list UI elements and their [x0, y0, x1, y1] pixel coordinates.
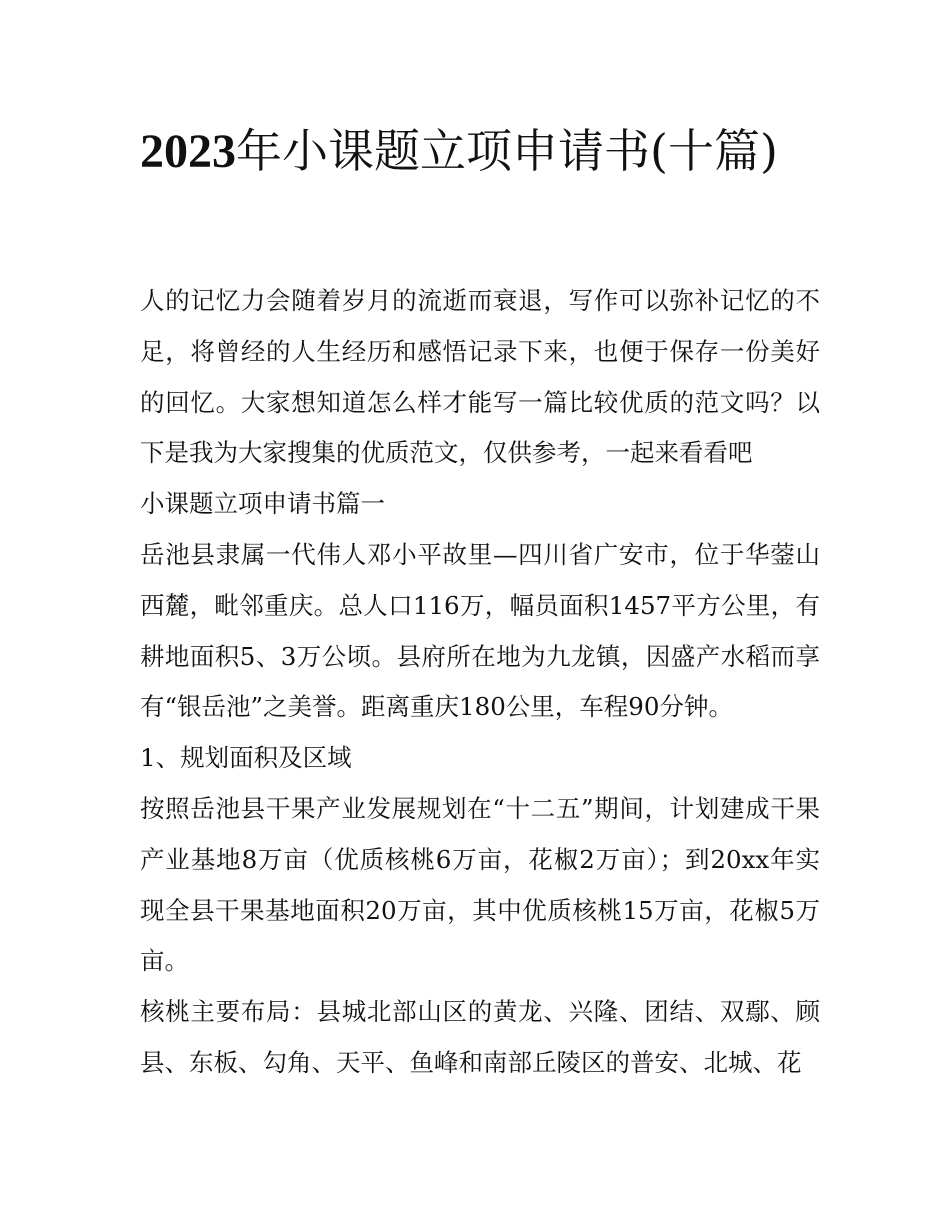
section-heading: 小课题立项申请书篇一 [140, 489, 385, 519]
title-year: 2023 [140, 125, 236, 178]
body-paragraph: 核桃主要布局：县城北部山区的黄龙、兴隆、团结、双鄢、顾县、东板、勾角、天平、鱼峰和南部丘陵区的普安、北城、花 [140, 997, 820, 1077]
body-paragraph: 岳池县隶属一代伟人邓小平故里—四川省广安市，位于华蓥山西麓，毗邻重庆。总人口116万，幅员面积1457平方公里，有耕地面积5、3万公顷。县府所在地为九龙镇，因盛产水稻而享有“银岳池”之美誉。距离重庆180公里，车程90分钟。 [140, 539, 820, 722]
page-title [140, 112, 820, 191]
body-paragraph: 按照岳池县干果产业发展规划在“十二五”期间，计划建成干果产业基地8万亩（优质核桃6万亩，花椒2万亩）；到20xx年实现全县干果基地面积20万亩，其中优质核桃15万亩，花椒5万亩。 [140, 793, 820, 976]
intro-paragraph: 人的记忆力会随着岁月的流逝而衰退，写作可以弥补记忆的不足，将曾经的人生经历和感悟记录下来，也便于保存一份美好的回忆。大家想知道怎么样才能写一篇比较优质的范文吗？以下是我为大家搜集的优质范文，仅供参考，一起来看看吧 [140, 286, 820, 468]
document-body [140, 276, 820, 1089]
title-text: 年小课题立项申请书(十篇) [236, 124, 778, 178]
subsection-heading: 1、规划面积及区域 [140, 743, 352, 773]
